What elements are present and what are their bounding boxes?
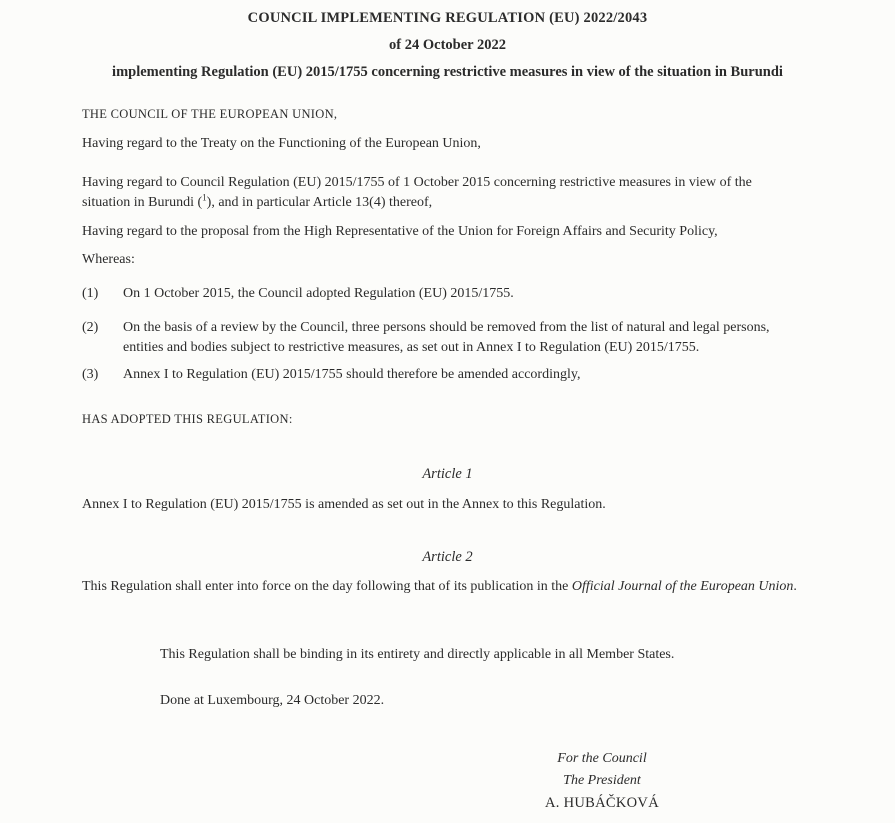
- regulation-title: COUNCIL IMPLEMENTING REGULATION (EU) 2022/2043: [247, 10, 648, 26]
- citation-proposal: Having regard to the proposal from the High Representative of the Union for Foreign Affairs and Security Policy,: [82, 224, 718, 239]
- preamble-opening: THE COUNCIL OF THE EUROPEAN UNION,: [82, 107, 338, 121]
- article-2-heading: Article 2: [422, 549, 473, 565]
- recital-2: [82, 318, 800, 358]
- recital-2-text: On the basis of a review by the Council, three persons should be removed from the list of natural and legal persons, entities and bodies subject to restrictive measures, as set out in Annex I to Regulation (EU) 2015/1755.: [123, 320, 770, 355]
- binding-clause: This Regulation shall be binding in its entirety and directly applicable in all Member States.: [160, 647, 675, 662]
- recital-3: [82, 365, 800, 385]
- signature-block: [502, 748, 702, 814]
- article-2-text-end: .: [793, 579, 797, 594]
- recital-1-text: On 1 October 2015, the Council adopted Regulation (EU) 2015/1755.: [123, 286, 514, 301]
- citation-regulation: [82, 173, 800, 213]
- recital-2-number: (2): [82, 320, 99, 335]
- article-1-text: Annex I to Regulation (EU) 2015/1755 is amended as set out in the Annex to this Regulation.: [82, 497, 606, 512]
- recital-1-number: (1): [82, 286, 99, 301]
- citation-regulation-text-end: ), and in particular Article 13(4) thereof,: [206, 195, 433, 210]
- official-journal-reference: Official Journal of the European Union: [571, 579, 794, 594]
- whereas-label: Whereas:: [82, 252, 135, 267]
- recital-3-text: Annex I to Regulation (EU) 2015/1755 should therefore be amended accordingly,: [123, 367, 581, 382]
- recital-1: [82, 284, 800, 304]
- recital-3-number: (3): [82, 367, 99, 382]
- signature-institution: For the Council: [557, 751, 647, 766]
- regulation-date: of 24 October 2022: [389, 37, 506, 53]
- citation-regulation-text: Having regard to Council Regulation (EU) 2015/1755 of 1 October 2015 concerning restrictive measures in view of the situation in Burundi (: [82, 175, 752, 210]
- footnote-reference: 1: [202, 192, 207, 203]
- signature-role: The President: [563, 773, 641, 788]
- place-date-clause: Done at Luxembourg, 24 October 2022.: [160, 693, 385, 708]
- document-title-block: [0, 10, 895, 81]
- article-2-text: [82, 577, 800, 597]
- article-1-heading: Article 1: [422, 466, 473, 482]
- regulation-subject: implementing Regulation (EU) 2015/1755 concerning restrictive measures in view of the situation in Burundi: [112, 64, 783, 80]
- article-2-text-start: This Regulation shall enter into force on the day following that of its publication in the: [82, 579, 572, 594]
- adoption-formula: HAS ADOPTED THIS REGULATION:: [82, 412, 293, 426]
- signature-name: A. HUBÁČKOVÁ: [545, 795, 659, 811]
- citation-treaty: Having regard to the Treaty on the Functioning of the European Union,: [82, 136, 481, 151]
